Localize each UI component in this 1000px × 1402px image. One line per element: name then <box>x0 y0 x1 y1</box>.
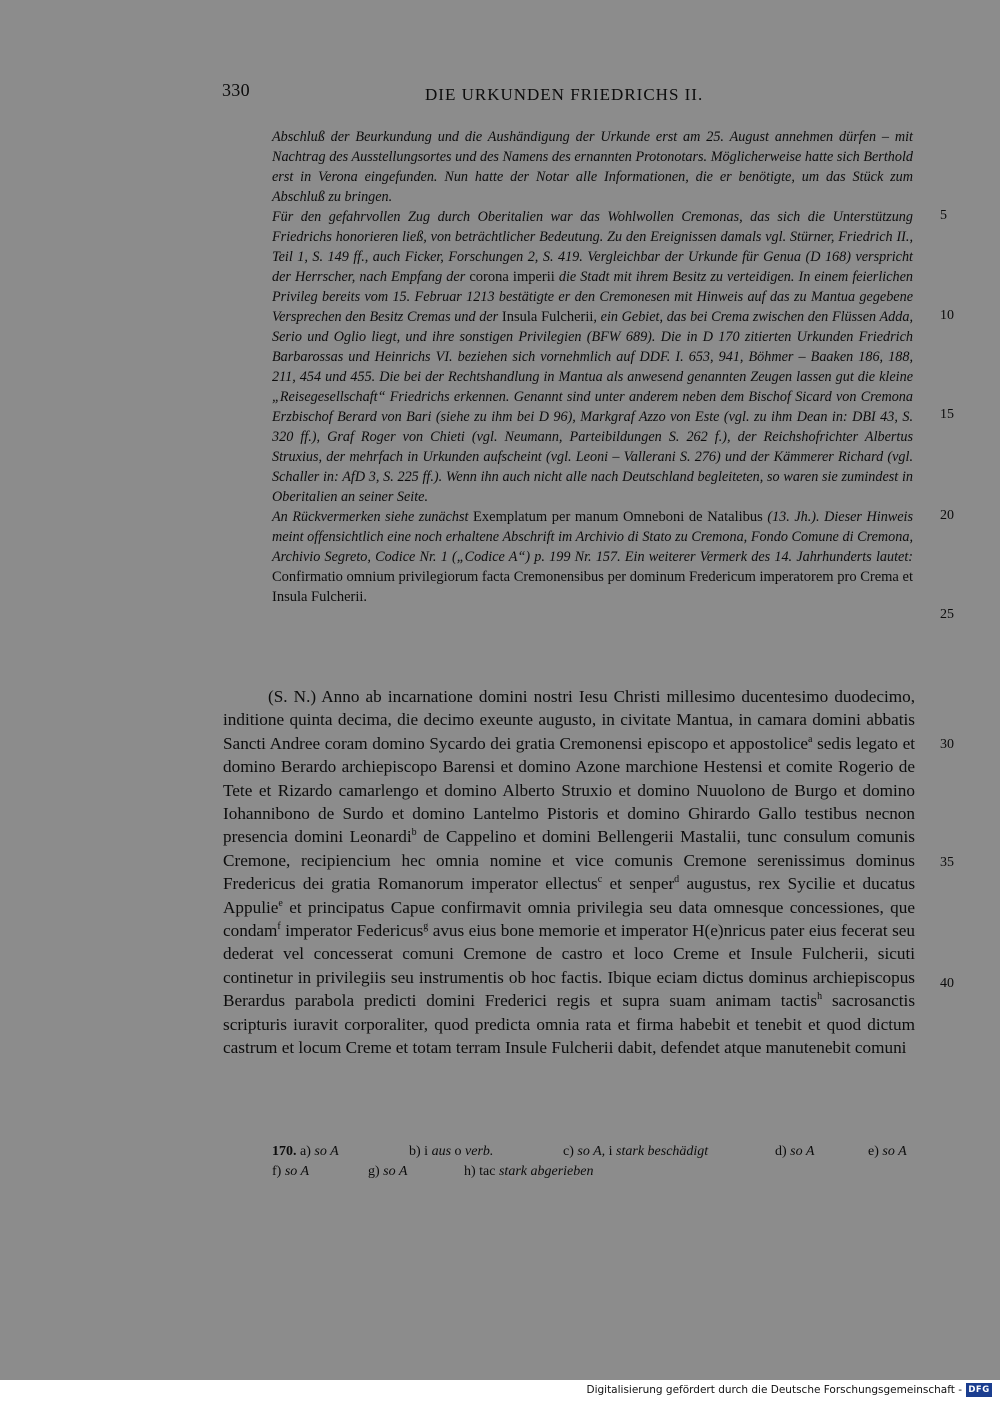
line-number: 10 <box>940 308 954 323</box>
critical-apparatus <box>272 1142 922 1182</box>
footnote-marker: e <box>278 897 283 909</box>
funding-footer <box>0 1380 1000 1402</box>
commentary-paragraph: Für den gefahrvollen Zug durch Oberitalien war das Wohlwollen Cremonas, das sich die Unterstützung Friedrichs honorieren ließ, von beträchtlicher Bedeutung. Zu den Ereignissen damals vgl. Stürner, Friedrich II., Teil 1, S. 149 ff., auch Ficker, Forschungen 2, S. 419. Vergleichbar der Urkunde für Genua (D 168) verspricht der Herrscher, nach Empfang der corona imperii die Stadt mit ihrem Besitz zu verteidigen. In einem feierlichen Privileg bereits vom 15. Februar 1213 bestätigte er den Cremonesen mit Hinweis auf das zu Mantua gegebene Versprechen den Besitz Cremas und der Insula Fulcherii, ein Gebiet, das bei Crema zwischen den Flüssen Adda, Serio und Oglio liegt, und ihre sonstigen Privilegien (BFW 689). Die in D 170 zitierten Urkunden Friedrich Barbarossas und Heinrichs VI. beziehen sich vornehmlich auf DDF. I. 653, 941, Böhmer – Baaken 186, 188, 211, 454 und 455. Die bei der Rechtshandlung in Mantua als anwesend genannten Zeugen lassen gut die kleine „Reisegesellschaft“ Friedrichs erkennen. Genannt sind unter anderem neben dem Bischof Sicard von Cremona Erzbischof Berard von Bari (siehe zu ihm bei D 96), Markgraf Azzo von Este (vgl. zu ihm Dean in: DBI 43, S. 320 ff.), Graf Roger von Chieti (vgl. Neumann, Parteibildungen S. 262 f.), der Reichshofrichter Albertus Struxius, der mehrfach in Urkunden aufscheint (vgl. Leoni – Vallerani S. 276) und der Kämmerer Richard (vgl. Schaller in: AfD 3, S. 225 ff.). Wenn ihn auch nicht alle nach Deutschland begleiteten, so waren sie zumindest in Oberitalien an seiner Seite. <box>272 209 914 505</box>
apparatus-entry: g) so A <box>368 1164 408 1179</box>
footnote-marker: f <box>277 921 281 933</box>
line-number: 40 <box>940 976 954 991</box>
footnote-marker: c <box>597 874 603 886</box>
footnote-marker: h <box>817 991 823 1003</box>
page-number: 330 <box>222 80 250 100</box>
apparatus-entry: d) so A <box>775 1144 815 1159</box>
line-number: 30 <box>940 737 954 752</box>
line-number: 35 <box>940 855 954 870</box>
commentary-block <box>272 127 913 607</box>
edition-text <box>223 685 915 1060</box>
apparatus-entry: b) i aus o verb. <box>409 1144 494 1159</box>
line-number: 20 <box>940 508 954 523</box>
apparatus-entry: f) so A <box>272 1164 310 1179</box>
funding-notice: Digitalisierung gefördert durch die Deutsche Forschungsgemeinschaft - <box>586 1384 962 1396</box>
apparatus-entry: e) so A <box>868 1144 907 1159</box>
footnote-marker: b <box>411 827 417 839</box>
footnote-marker: a <box>808 733 813 745</box>
running-head: DIE URKUNDEN FRIEDRICHS II. <box>425 85 704 104</box>
apparatus-entry: 170. a) so A <box>272 1144 339 1159</box>
commentary-paragraph: Abschluß der Beurkundung und die Aushändigung der Urkunde erst am 25. August annehmen dürfen – mit Nachtrag des Ausstellungsortes und des Namens des ernannten Protonotars. Möglicherweise hatte sich Berthold erst in Verona eingefunden. Nun hatte der Notar alle Informationen, die er benötigte, um das Stück zum Abschluß zu bringen. <box>272 129 913 205</box>
apparatus-entry: c) so A, i stark beschädigt <box>563 1144 709 1159</box>
edition-paragraph: (S. N.) Anno ab incarnatione domini nostri Iesu Christi millesimo ducentesimo duodecimo, inditione quinta decima, die decimo exeunte augusto, in civitate Mantua, in camara domini abbatis Sancti Andree coram domino Sycardo dei gratia Cremonensi episcopo et appostolice$^a$ sedis legato et domino Berardo archiepiscopo Barensi et domino Azone marchione Hestensi et comite Rogerio de Tete et Rizardo camarlengo et domino Alberto Struxio et domino Nuuolono de Burgo et domino Iohannibono de Surdo et domino Lantelmo Pistoris et domino Ghirardo Gallo testibus necnon presencia domini Leonardi$^b$ de Cappelino et domini Bellengerii Mastalii, tunc consulum comunis Cremone, recipiencium hec omnia nomine et vice comunis Cremone serenissimus dominus Fredericus dei gratia Romanorum imperator ellectus$^c$ et senper$^d$ augustus, rex Sycilie et ducatus Appulie$^e$ et principatus Capue confirmavit omnia privilegia seu data omnesque concessiones, que condam$^f$ imperator Federicus$^g$ avus eius bone memorie et imperator H(e)nricus pater eius fecerat seu dederat vel concesserat comuni Cremone de castro et loco Creme et Insule Fulcherii, sicuti continetur in privilegiis seu instrumentis ob hoc factis. Ibique eciam dictus dominus archiepiscopus Berardus parabola predicti domini Frederici regis et supra suam animam tactis$^h$ sacrosanctis scripturis iuravit corporaliter, quod predicta omnia rata et firma habebit et tenebit et quod dictum castrum et locum Creme et totam terram Insule Fulcherii dabit, defendet atque manutenebit comuni <box>223 687 916 1058</box>
apparatus-row <box>272 1162 922 1182</box>
apparatus-row <box>272 1142 922 1162</box>
apparatus-entry: h) tac stark abgerieben <box>464 1164 594 1179</box>
line-number: 15 <box>940 407 954 422</box>
footnote-marker: d <box>674 874 680 886</box>
line-number: 5 <box>940 208 947 223</box>
dfg-logo: DFG <box>966 1383 992 1397</box>
commentary-paragraph: An Rückvermerken siehe zunächst Exemplatum per manum Omneboni de Natalibus (13. Jh.). Dieser Hinweis meint offensichtlich eine noch erhaltene Abschrift im Archivio di Stato zu Cremona, Fondo Comune di Cremona, Archivio Segreto, Codice Nr. 1 („Codice A“) p. 199 Nr. 157. Ein weiterer Vermerk des 14. Jahrhunderts lautet: Confirmatio omnium privilegiorum facta Cremonensibus per dominum Fredericum imperatorem pro Crema et Insula Fulcherii. <box>272 509 914 605</box>
line-number: 25 <box>940 607 954 622</box>
footnote-marker: g <box>423 921 429 933</box>
